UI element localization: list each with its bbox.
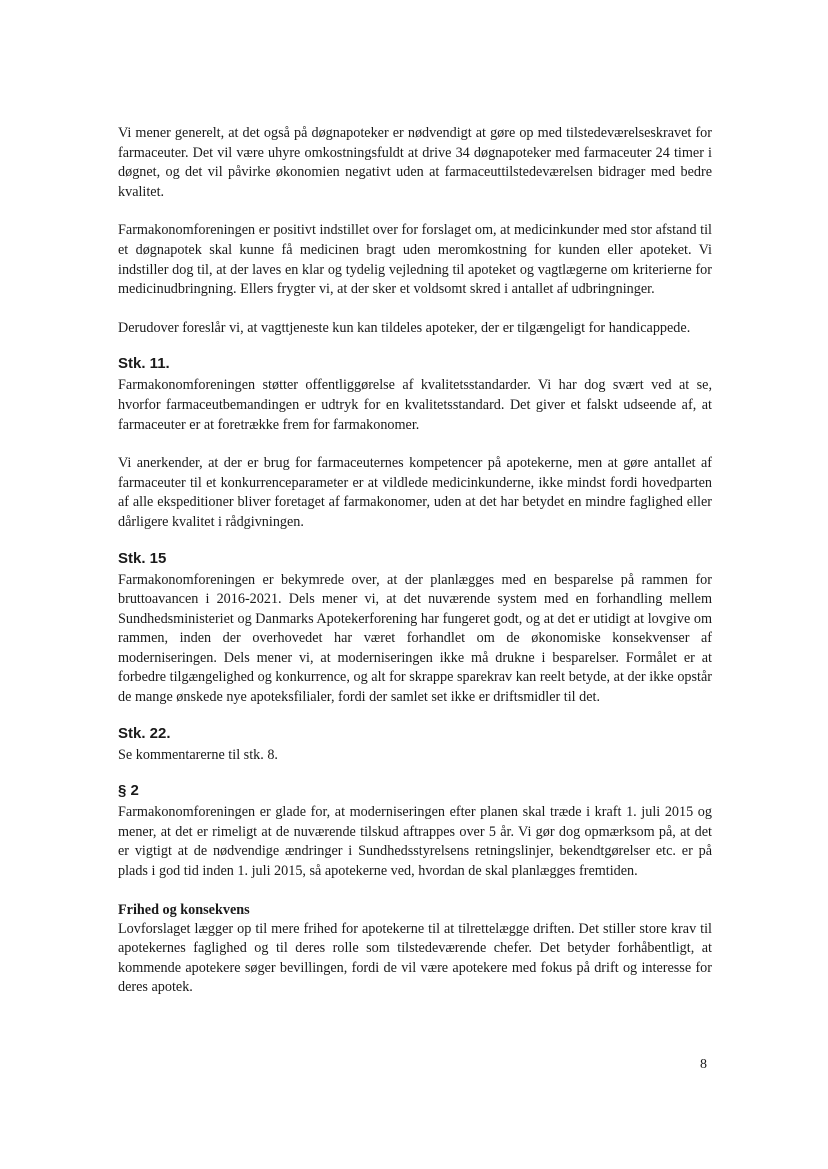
heading-stk-22: Stk. 22. [118,724,171,742]
document-body [118,124,712,1017]
paragraph-stk15: Farmakonomforeningen er bekymrede over, at der planlægges med en besparelse på rammen for bruttoavancen i 2016-2021. Dels mener vi, at det nuværende system med en forhandling mellem Sundhedsministeriet og Danmarks Apotekerforening har fungeret godt, og at det er utidigt at lovgive om rammen, inden der overhovedet har været forhandlet om de økonomiske konsekvenser af moderniseringen. Dels mener vi, at moderniseringen ikke må drukne i besparelser. Formålet er at forbedre tilgængelighed og konkurrence, og alt for skrappe sparekrav kan reelt betyde, at der ikke opstår de mange ønskede nye apoteksfilialer, fordi der samlet set ikke er driftsmidler til det. [118,571,712,706]
paragraph-handicap: Derudover foreslår vi, at vagttjeneste kun kan tildeles apoteker, der er tilgængeligt for handicappede. [118,319,691,336]
heading-stk-15: Stk. 15 [118,549,167,567]
paragraph-doegnapoteker: Vi mener generelt, at det også på døgnapoteker er nødvendigt at gøre op med tilstedeværelseskravet for farmaceuter. Det vil være uhyre omkostningsfuldt at drive 34 døgnapoteker med farmaceuter 24 timer i døgnet, og det vil påvirke økonomien negativt uden at farmaceuttilstedeværelsen bidrager med bedre kvalitet. [118,125,712,200]
page-number: 8 [700,1057,707,1072]
paragraph-udbringning: Farmakonomforeningen er positivt indstillet over for forslaget om, at medicinkunder med stor afstand til et døgnapotek skal kunne få medicinen bragt uden meromkostning for kunden eller apoteket. Vi indstiller dog til, at der laves en klar og tydelig vejledning til apoteket og vagtlægerne om kriterierne for medicinudbringning. Ellers frygter vi, at der sker et voldsomt skred i antallet af udbringninger. [118,222,712,298]
paragraph-stk22: Se kommentarerne til stk. 8. [118,746,278,763]
paragraph-stk11-1: Farmakonomforeningen støtter offentliggørelse af kvalitetsstandarder. Vi har dog svært ved at se, hvorfor farmaceutbemandingen er udtryk for en kvalitetsstandard. Det giver et falskt udseende af, at farmaceuter er at foretrække frem for farmakonomer. [118,377,712,433]
heading-stk-11: Stk. 11. [118,355,170,373]
paragraph-stk11-2: Vi anerkender, at der er brug for farmaceuternes kompetencer på apotekerne, men at gøre antallet af farmaceuter til et konkurrenceparameter er at vildlede medicinkunderne, ikke mindst fordi hovedparten af alle ekspeditioner bliver foretaget af farmakonomer, uden at det har betydet en mindre faglighed eller dårligere kvalitet i rådgivningen. [118,455,712,530]
heading-paragraph-2: § 2 [118,782,139,800]
paragraph-frihed: Lovforslaget lægger op til mere frihed for apotekerne til at tilrettelægge driften. Det stiller store krav til apotekernes faglighed og til deres rolle som tilstedeværende chefer. Det betyder forhåbentligt, at kommende apotekere søger bevillingen, fordi de vil være apotekere med fokus på drift og interesse for deres apotek. [118,920,712,996]
paragraph-par2: Farmakonomforeningen er glade for, at moderniseringen efter planen skal træde i kraft 1. juli 2015 og mener, at det er rimeligt at de nuværende tilskud aftrappes over 5 år. Vi gør dog opmærksom på, at det er vigtigt at de nødvendige ændringer i Sundhedsstyrelsens retningslinjer, bekendtgørelser etc. er på plads i god tid inden 1. juli 2015, så apotekerne ved, hvordan de skal planlægges fremtiden. [118,804,712,880]
heading-frihed: Frihed og konsekvens [118,901,250,918]
